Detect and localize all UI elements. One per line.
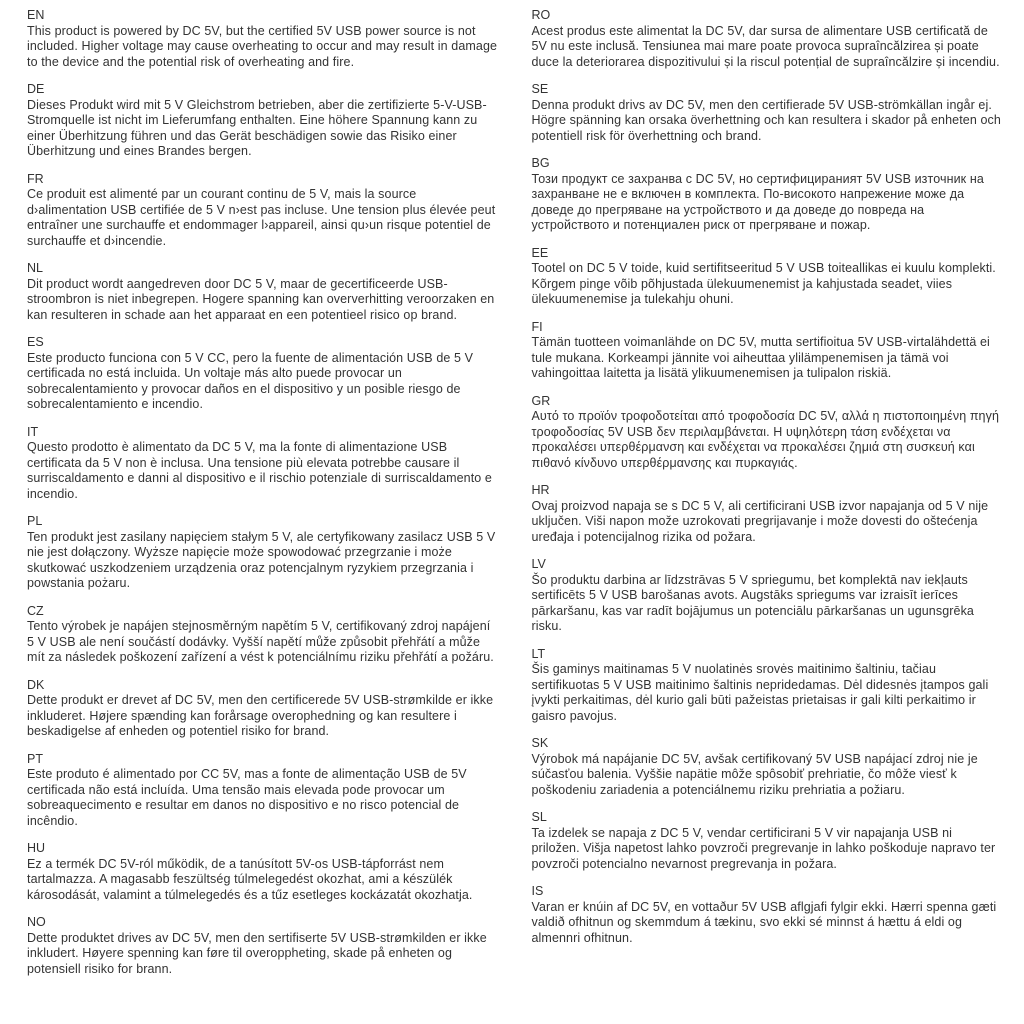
language-code: SE [531, 82, 549, 96]
language-section [27, 172, 498, 250]
language-section [27, 915, 498, 977]
warning-text: Acest produs este alimentat la DC 5V, dar sursa de alimentare USB certificată de 5V nu este inclusă. Tensiunea mai mare poate provoca supraîncălzirea și poate duce la deteriorarea dispozitivului și la riscul potențial de supraîncălzire și incendiu. [531, 23, 1000, 69]
language-code: DE [27, 82, 45, 96]
language-code: HR [531, 483, 550, 497]
warning-text: Este produto é alimentado por CC 5V, mas a fonte de alimentação USB de 5V certificada não está incluída. Uma tensão mais elevada pode provocar um sobreaquecimento e resultar em danos no dispositivo e no risco potencial de incêndio. [27, 767, 467, 828]
language-section [532, 156, 1003, 234]
language-section [27, 752, 498, 830]
warning-text: Este producto funciona con 5 V CC, pero la fuente de alimentación USB de 5 V certificada no está incluida. Un voltaje más alto puede provocar un sobrecalentamiento y provocar daños en el dispositivo y un posible riesgo de sobrecalentamiento e incendio. [27, 350, 474, 411]
language-code: ES [27, 335, 44, 349]
warning-text: Αυτό το προϊόν τροφοδοτείται από τροφοδοσία DC 5V, αλλά η πιστοποιημένη πηγή τροφοδοσίας 5V USB δεν περιλαμβάνεται. Η υψηλότερη τάση ενδέχεται να προκαλέσει υπερθέρμανση και ενδέχεται να προκαλέσει ζημιά στη συσκευή και πιθανό κίνδυνο υπερθέρμανσης και πυρκαγιάς. [531, 409, 999, 470]
language-code: PT [27, 751, 43, 766]
language-section [532, 647, 1003, 725]
language-section [27, 678, 498, 740]
warning-text: This product is powered by DC 5V, but the certified 5V USB power source is not included. Higher voltage may cause overheating to occur and may result in damage to the device and the potential risk of overheating and fire. [27, 23, 498, 69]
warning-text: Dit product wordt aangedreven door DC 5 V, maar de gecertificeerde USB-stroombron is niet inbegrepen. Hogere spanning kan oververhitting veroorzaken en kan resulteren in schade aan het apparaat en een potentieel risico op brand. [27, 276, 495, 322]
language-section [27, 425, 498, 503]
warning-text: Šis gaminys maitinamas 5 V nuolatinės srovės maitinimo šaltiniu, tačiau sertifikuotas 5 V USB maitinimo šaltinis nepridedamas. Dėl didesnės įtampos gali įvykti perkaitimas, dėl kurio gali būti pažeistas prietaisas ir gali kilti perkaitimo ir gaisro pavojus. [531, 662, 989, 723]
language-section [27, 604, 498, 666]
language-code: IT [27, 424, 39, 439]
language-code: HU [27, 841, 46, 855]
language-section [27, 514, 498, 592]
warning-text: Výrobok má napájanie DC 5V, avšak certifikovaný 5V USB napájací zdroj nie je súčasťou balenia. Vyššie napätie môže spôsobiť prehriatie, čo môže viesť k poškodeniu zariadenia a potenciálnemu riziku prehriatia a požiaru. [531, 751, 978, 797]
language-section [27, 82, 498, 160]
language-section [27, 8, 498, 70]
language-code: NL [27, 261, 43, 275]
language-section [532, 483, 1003, 545]
language-section [532, 884, 1003, 946]
language-code: LV [531, 557, 546, 571]
language-code: NO [27, 915, 46, 929]
language-section [532, 82, 1003, 144]
warning-text: Този продукт се захранва с DC 5V, но сертифицираният 5V USB източник на захранване не е включен в комплекта. По-високото напрежение може да доведе до прегряване на устройството и да доведе до повреда на устройството и потенциален риск от прегряване и пожар. [531, 171, 984, 232]
language-code: CZ [27, 603, 44, 618]
language-section [532, 557, 1003, 635]
language-code: RO [531, 8, 551, 22]
warning-text: Varan er knúin af DC 5V, en vottaður 5V USB aflgjafi fylgir ekki. Hærri spenna gæti valdið ofhitnun og skemmdum á tækinu, svo ekki sé minnst á hættu á eldi og almennri ofhitnun. [531, 899, 997, 945]
warning-text: Tento výrobek je napájen stejnosměrným napětím 5 V, certifikovaný zdroj napájení 5 V USB ale není součástí dodávky. Vyšší napětí může způsobit přehřátí a může mít za následek poškození zařízení a vést k potenciálnímu riziku přehřátí a požáru. [27, 619, 494, 664]
warning-text: Dieses Produkt wird mit 5 V Gleichstrom betrieben, aber die zertifizierte 5-V-USB-Stromquelle ist nicht im Lieferumfang enthalten. Eine höhere Spannung kann zu einer Überhitzung führen und das Gerät beschädigen sowie das Risiko einer Überhitzung und eines Brandes bergen. [27, 97, 487, 158]
language-code: FR [27, 171, 44, 186]
warning-text: Ez a termék DC 5V-ról működik, de a tanúsított 5V-os USB-tápforrást nem tartalmazza. A magasabb feszültség túlmelegedést okozhat, ami a készülék károsodását, valamint a túlmelegedés és a tűz esetleges kockázatát okozhatja. [27, 856, 473, 902]
warning-text: Ovaj proizvod napaja se s DC 5 V, ali certificirani USB izvor napajanja od 5 V nije uključen. Viši napon može uzrokovati pregrijavanje i može dovesti do oštećenja uređaja i potencijalnog rizika od požara. [531, 498, 989, 544]
language-code: EE [531, 245, 549, 260]
language-section [27, 841, 498, 903]
warning-text: Ta izdelek se napaja z DC 5 V, vendar certificirani 5 V vir napajanja USB ni priložen. Višja napetost lahko povzroči pregrevanje in lahko poškoduje napravo ter povzroči potencialno nevarnost pregrevanja in požara. [531, 825, 996, 871]
language-code: IS [531, 884, 544, 898]
warning-text: Ce produit est alimenté par un courant continu de 5 V, mais la source d›alimentation USB certifiée de 5 V n›est pas incluse. Une tension plus élevée peut entraîner une surchauffe et endommager l›appareil, ainsi qu›un risque potentiel de surchauffe et d›incendie. [27, 187, 496, 248]
language-code: EN [27, 8, 45, 22]
warning-text: Questo prodotto è alimentato da DC 5 V, ma la fonte di alimentazione USB certificata da 5 V non è inclusa. Una tensione più elevata potrebbe causare il surriscaldamento e danni al dispositivo e il rischio potenziale di surriscaldamento e incendio. [27, 440, 492, 501]
language-code: BG [531, 156, 550, 170]
language-code: FI [531, 319, 543, 334]
warning-text: Dette produktet drives av DC 5V, men den sertifiserte 5V USB-strømkilden er ikke inkludert. Høyere spenning kan føre til overoppheting, skade på enheten og potensiell risiko for brann. [27, 930, 487, 976]
column-left [27, 8, 498, 1016]
language-section [532, 394, 1003, 472]
language-code: GR [531, 393, 551, 408]
language-code: SL [531, 810, 547, 824]
warning-text: Ten produkt jest zasilany napięciem stałym 5 V, ale certyfikowany zasilacz USB 5 V nie jest dołączony. Wyższe napięcie może spowodować przegrzanie i może skutkować uszkodzeniem urządzenia oraz potencjalnym ryzykiem przegrzania i powstania pożaru. [27, 529, 496, 590]
language-section [532, 736, 1003, 798]
warning-text: Šo produktu darbina ar līdzstrāvas 5 V spriegumu, bet komplektā nav iekļauts sertificēts 5 V USB barošanas avots. Augstāks spriegums var izraisīt ierīces pārkaršanu, kas var radīt bojājumus un potenciālu pārkaršanas un ugunsgrēka risku. [531, 572, 974, 633]
warning-text: Dette produkt er drevet af DC 5V, men den certificerede 5V USB-strømkilde er ikke inkluderet. Højere spænding kan forårsage overophedning og kan resultere i beskadigelse af enheden og potentiel risiko for brand. [27, 693, 494, 738]
language-code: SK [531, 736, 549, 750]
language-code: DK [27, 677, 45, 692]
language-section [27, 261, 498, 323]
language-section [532, 246, 1003, 308]
warning-text: Tämän tuotteen voimanlähde on DC 5V, mutta sertifioitua 5V USB-virtalähdettä ei tule mukana. Korkeampi jännite voi aiheuttaa ylilämpenemisen ja tämä voi vahingoittaa laitetta ja lisätä ylikuumenemisen ja tulipalon riskiä. [531, 335, 990, 380]
warning-text: Tootel on DC 5 V toide, kuid sertifitseeritud 5 V USB toiteallikas ei kuulu komplekti. Kõrgem pinge võib põhjustada ülekuumenemist ja kahjustada seadet, viies ülekuumenemise ja tulekahju ohuni. [531, 261, 996, 306]
warning-text: Denna produkt drivs av DC 5V, men den certifierade 5V USB-strömkällan ingår ej. Högre spänning kan orsaka överhettning och kan resultera i skador på enheten och potentiell risk för överhettning och brand. [531, 97, 1001, 143]
language-code: PL [27, 514, 43, 528]
language-section [532, 8, 1003, 70]
language-section [27, 335, 498, 413]
column-right [532, 8, 1003, 1016]
language-section [532, 810, 1003, 872]
language-section [532, 320, 1003, 382]
language-code: LT [531, 646, 546, 661]
